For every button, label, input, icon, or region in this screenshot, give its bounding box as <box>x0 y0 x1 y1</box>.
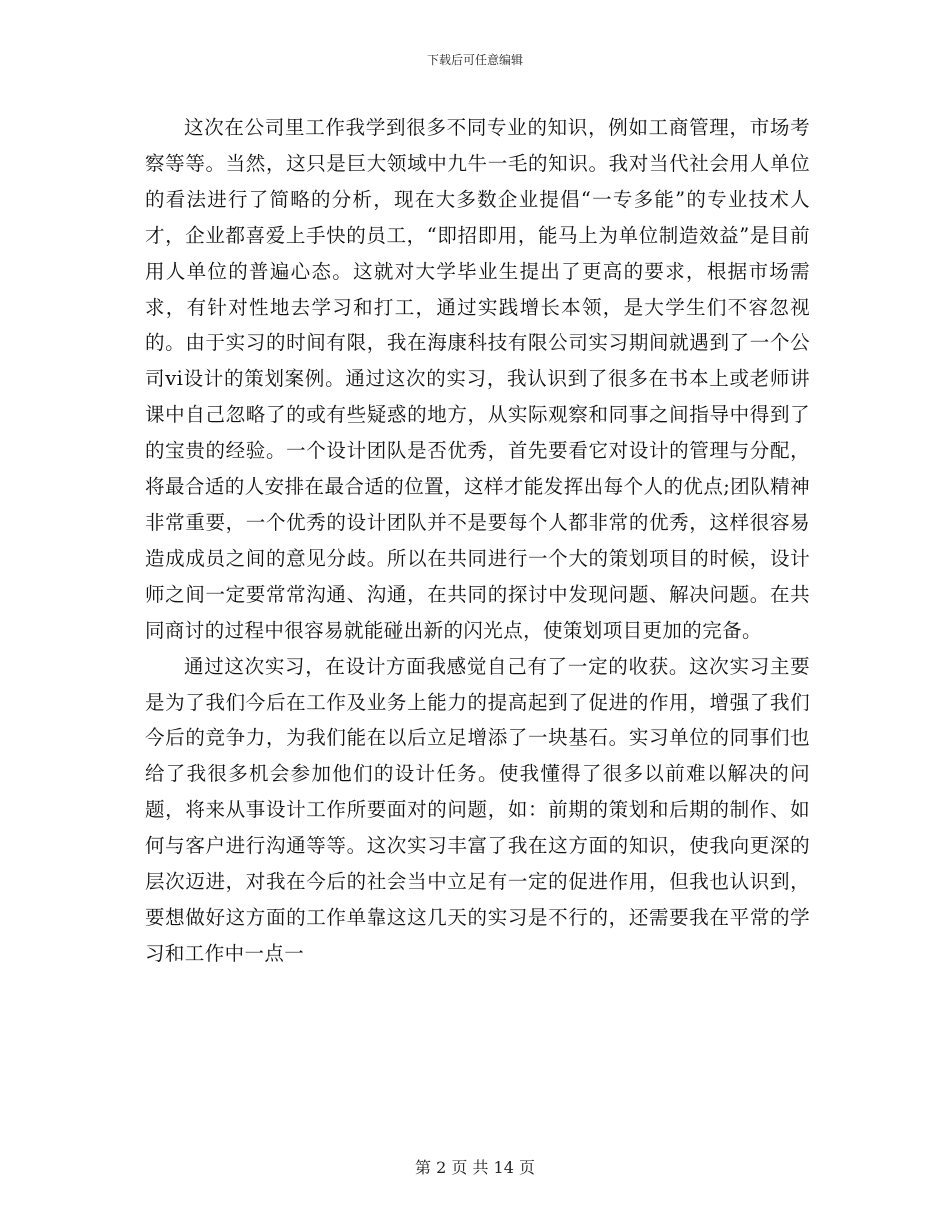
page-footer: 第 2 页 共 14 页 <box>415 1158 535 1177</box>
document-body <box>145 110 810 972</box>
paragraph-2: 通过这次实习，在设计方面我感觉自己有了一定的收获。这次实习主要是为了我们今后在工作及业务上能力的提高起到了促进的作用，增强了我们今后的竞争力，为我们能在以后立足增添了一块基石。实习单位的同事们也给了我很多机会参加他们的设计任务。使我懂得了很多以前难以解决的问题，将来从事设计工作所要面对的问题，如：前期的策划和后期的制作、如何与客户进行沟通等等。这次实习丰富了我在这方面的知识，使我向更深的层次迈进，对我在今后的社会当中立足有一定的促进作用，但我也认识到，要想做好这方面的工作单靠这这几天的实习是不行的，还需要我在平常的学习和工作中一点一 <box>145 654 810 965</box>
paragraph-1: 这次在公司里工作我学到很多不同专业的知识，例如工商管理，市场考察等等。当然，这只是巨大领域中九牛一毛的知识。我对当代社会用人单位的看法进行了简略的分析，现在大多数企业提倡“一专多能”的专业技术人才，企业都喜爱上手快的员工，“即招即用，能马上为单位制造效益”是目前用人单位的普遍心态。这就对大学毕业生提出了更高的要求，根据市场需求，有针对性地去学习和打工，通过实践增长本领，是大学生们不容忽视的。由于实习的时间有限，我在海康科技有限公司实习期间就遇到了一个公司vi设计的策划案例。通过这次的实习，我认识到了很多在书本上或老师讲课中自己忽略了的或有些疑惑的地方，从实际观察和同事之间指导中得到了的宝贵的经验。一个设计团队是否优秀，首先要看它对设计的管理与分配，将最合适的人安排在最合适的位置，这样才能发挥出每个人的优点;团队精神非常重要，一个优秀的设计团队并不是要每个人都非常的优秀，这样很容易造成成员之间的意见分歧。所以在共同进行一个大的策划项目的时候，设计师之间一定要常常沟通、沟通，在共同的探讨中发现问题、解决问题。在共同商讨的过程中很容易就能碰出新的闪光点，使策划项目更加的完备。 <box>145 116 810 642</box>
page-header: 下载后可任意编辑 <box>426 53 523 67</box>
